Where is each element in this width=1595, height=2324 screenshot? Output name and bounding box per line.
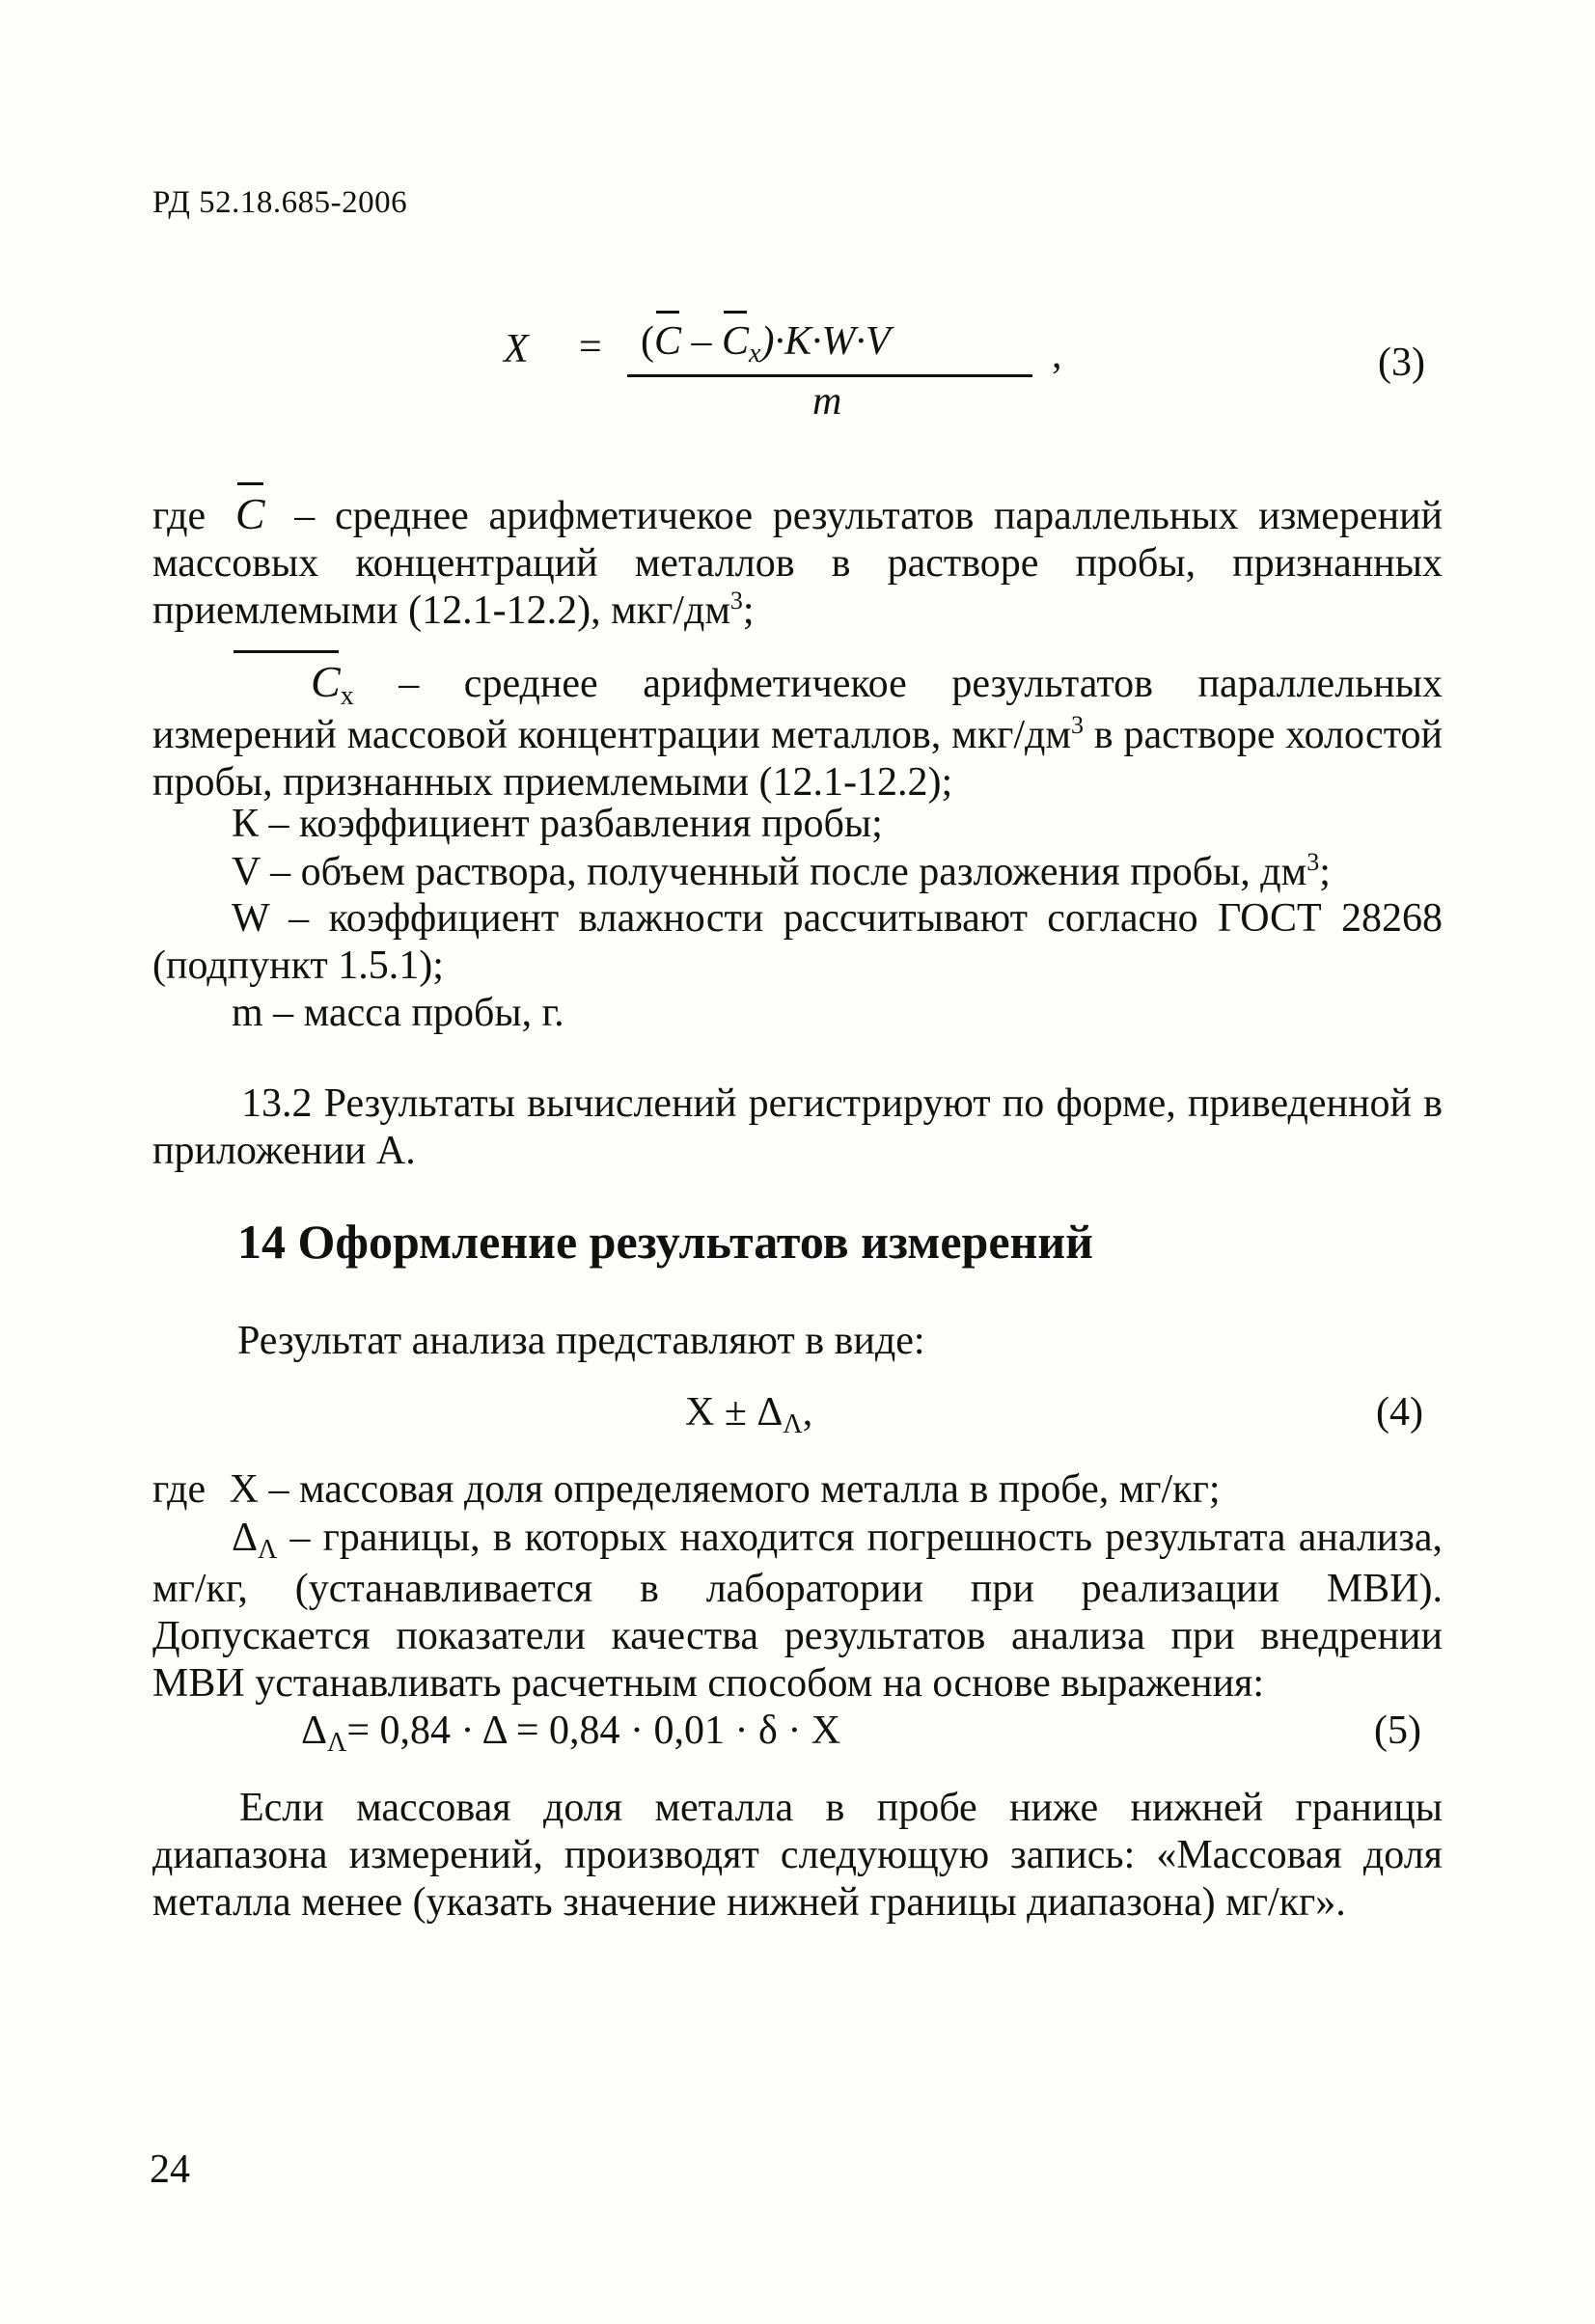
cx-symbol: C <box>232 658 341 705</box>
formula-3-numerator <box>641 318 891 369</box>
formula-4 <box>685 1389 812 1440</box>
section-14-heading: 14 Оформление результатов измерений <box>237 1215 1093 1269</box>
c-definition-end: ; <box>742 588 755 633</box>
formula-3-equals: = <box>579 325 602 369</box>
definition-v <box>232 849 1331 896</box>
section-14-intro: Результат анализа представляют в виде: <box>237 1319 925 1363</box>
formula-3-lhs: X <box>504 327 529 371</box>
formula-5 <box>301 1708 840 1759</box>
where-label: где <box>152 494 206 538</box>
definition-cx <box>152 658 1443 807</box>
formula-3-minus: – <box>691 319 712 364</box>
where-label-14: где <box>152 1467 206 1512</box>
formula-5-subscript: Λ <box>327 1728 347 1758</box>
c-symbol: C <box>234 489 265 538</box>
definition-w: W – коэффициент влажности рассчитывают согласно ГОСТ 28268 (подпункт 1.5.1); <box>152 896 1443 988</box>
formula-3-fraction-bar <box>627 374 1032 377</box>
v-definition-text: V – объем раствора, полученный после разложения пробы, дм <box>232 850 1307 894</box>
definition-x <box>152 1466 1220 1514</box>
definition-k: К – коэффициент разбавления пробы; <box>232 802 883 846</box>
closing-paragraph: Если массовая доля металла в пробе ниже нижней границы диапазона измерений, производят следующую запись: «Массовая доля металла менее (указать значение нижней границы диапазона) мг/кг». <box>152 1786 1443 1925</box>
formula-3-cx-mean: C <box>722 319 750 364</box>
delta-symbol: Δ <box>232 1516 259 1560</box>
formula-4-subscript: Λ <box>783 1409 803 1439</box>
c-dash: – <box>294 494 316 538</box>
formula-5-expression: = 0,84 · Δ = 0,84 · 0,01 · δ · X <box>346 1709 841 1753</box>
formula-3-c-mean: C <box>654 319 682 364</box>
formula-3-cx-subscript: x <box>749 339 761 369</box>
definition-c <box>152 490 1443 635</box>
cx-subscript: x <box>340 681 354 711</box>
formula-3-comma: , <box>1052 333 1062 377</box>
document-code-header: РД 52.18.685-2006 <box>152 185 408 220</box>
formula-4-comma: , <box>802 1390 813 1435</box>
formula-5-number: (5) <box>1374 1709 1421 1753</box>
formula-3-number: (3) <box>1378 341 1425 385</box>
formula-5-delta: Δ <box>301 1709 328 1753</box>
v-definition-end: ; <box>1319 850 1331 894</box>
x-definition-text: X – массовая доля определяемого металла в пробе, мг/кг; <box>229 1467 1221 1512</box>
paragraph-13-2: 13.2 Результаты вычислений регистрируют по форме, приведенной в приложении А. <box>152 1081 1443 1173</box>
definition-delta <box>152 1515 1443 1708</box>
definition-m: m – масса пробы, г. <box>232 991 564 1035</box>
formula-3-open-paren: ( <box>641 319 654 364</box>
formula-3-denominator: m <box>812 379 842 424</box>
cx-unit-superscript: 3 <box>1070 711 1084 739</box>
v-unit-superscript: 3 <box>1306 848 1320 876</box>
formula-3-numerator-rest: )·K·W·V <box>760 319 891 364</box>
formula-4-expression: X ± Δ <box>685 1390 784 1435</box>
c-unit-superscript: 3 <box>729 587 743 615</box>
formula-4-number: (4) <box>1376 1390 1423 1435</box>
delta-subscript: Λ <box>258 1535 278 1565</box>
cx-definition-text-b: в растворе холостой пробы, признанных приемлемыми (12.1-12.2); <box>152 713 1443 805</box>
page-number: 24 <box>150 2147 190 2192</box>
cx-definition-text-a: – среднее арифметичекое результатов параллельных измерений массовой концентрации металлов, мкг/дм <box>152 662 1444 757</box>
c-definition-text: среднее арифметичекое результатов параллельных измерений массовых концентраций металлов в растворе пробы, признанных приемлемыми (12.1-12.2), мкг/дм <box>152 494 1444 633</box>
delta-definition-text: – границы, в которых находится погрешность результата анализа, мг/кг, (устанавливается в лаборатории при реализации МВИ). Допускается показатели качества результатов анализа при внедрении МВИ устанавливать расчетным способом на основе выражения: <box>152 1516 1443 1706</box>
